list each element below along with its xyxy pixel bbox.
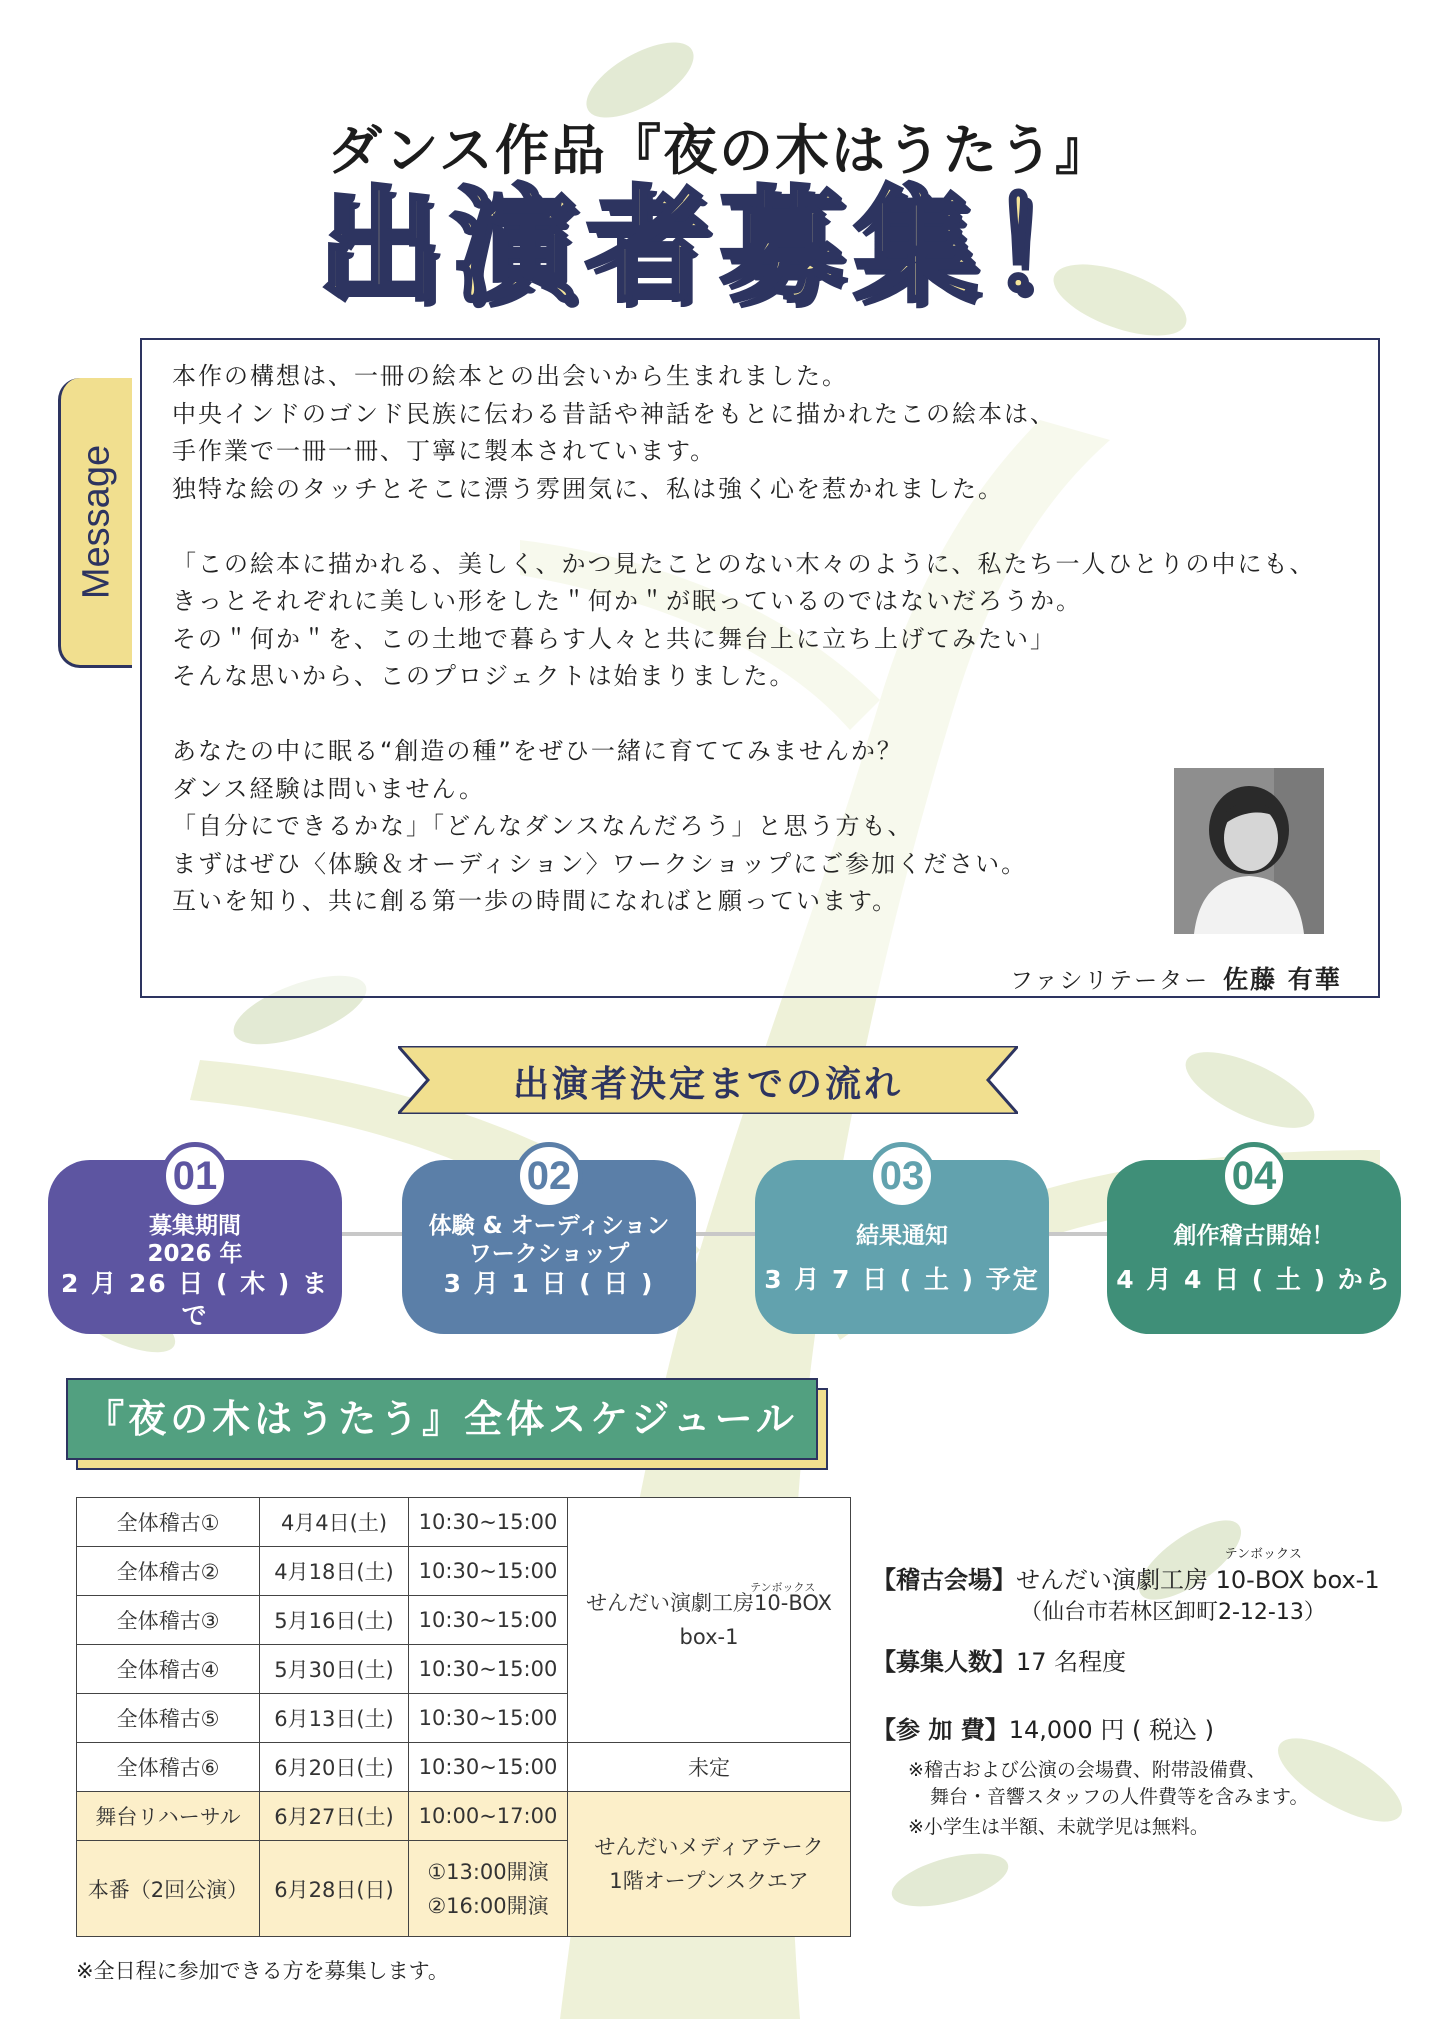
step-1 [48, 1153, 342, 1334]
session-date: 6月20日(土) [260, 1743, 409, 1792]
facilitator-role: ファシリテーター [1010, 968, 1210, 994]
step-subtitle: 2026 年 [147, 1241, 243, 1267]
session-date: 6月13日(土) [260, 1694, 409, 1743]
step-number: 03 [868, 1142, 936, 1210]
message-line: 独特な絵のタッチとそこに漂う雰囲気に、私は強く心を惹かれました。 [172, 474, 1004, 503]
message-line: あなたの中に眠る“創造の種”をぜひ一緒に育ててみませんか？ [172, 737, 903, 765]
session-date: 4月4日(土) [260, 1498, 409, 1547]
message-line: 手作業で一冊一冊、丁寧に製本されています。 [172, 437, 717, 465]
session-name: 全体稽古① [77, 1498, 260, 1547]
session-time: 10:00~17:00 [409, 1792, 568, 1841]
venue-value-text: せんだい演劇工房 10-BOX box-1 [1016, 1566, 1380, 1594]
session-name: 全体稽古② [77, 1547, 260, 1596]
session-name: 全体稽古⑤ [77, 1694, 260, 1743]
session-venue [568, 1498, 851, 1743]
step-subtitle: ワークショップ [468, 1241, 630, 1267]
venue-label: 【稽古会場】 [872, 1566, 1016, 1594]
info-fee [872, 1710, 1432, 1745]
message-line: きっとそれぞれに美しい形をした＂何か＂が眠っているのではないだろうか。 [172, 587, 1082, 615]
message-tab-label: Message [75, 444, 117, 599]
session-name: 全体稽古⑥ [77, 1743, 260, 1792]
info-count [872, 1642, 1432, 1677]
table-row [77, 1498, 851, 1547]
step-date: 4 月 4 日 ( 土 ) から [1116, 1265, 1392, 1294]
schedule-heading: 『夜の木はうたう』全体スケジュール [66, 1378, 818, 1460]
session-venue: 未定 [568, 1743, 851, 1792]
fee-note-3: ※小学生は半額、未就学児は無料。 [908, 1816, 1209, 1838]
step-number: 02 [515, 1142, 583, 1210]
session-time: 10:30~15:00 [409, 1645, 568, 1694]
show-time-2: ②16:00開演 [427, 1893, 549, 1918]
message-tab [58, 378, 132, 668]
step-number: 04 [1220, 1142, 1288, 1210]
session-name: 全体稽古③ [77, 1596, 260, 1645]
headline-work-title: ダンス作品『夜の木はうたう』 [328, 119, 1111, 182]
step-title: 創作稽古開始！ [1173, 1223, 1335, 1249]
message-line: 互いを知り、共に創る第一歩の時間になればと願っています。 [172, 887, 899, 915]
session-date: 6月28日(日) [260, 1841, 409, 1937]
step-date: 3 月 7 日 ( 土 ) 予定 [764, 1265, 1040, 1294]
fee-value: 14,000 円 ( 税込 ) [1008, 1716, 1214, 1744]
step-number: 01 [161, 1142, 229, 1210]
schedule-note: ※全日程に参加できる方を募集します。 [76, 1959, 449, 1983]
venue-name-text: せんだい演劇工房10-BOX [586, 1591, 832, 1615]
message-line: 「この絵本に描かれる、美しく、かつ見たことのない木々のように、私たち一人ひとりの中にも、 [172, 549, 1316, 578]
session-time: 10:30~15:00 [409, 1547, 568, 1596]
venue-room: 1階オープンスクエア [609, 1869, 809, 1893]
show-time-1: ①13:00開演 [427, 1859, 549, 1884]
count-value: 17 名程度 [1016, 1648, 1127, 1676]
headline-recruitment: 出演者募集！ [317, 175, 1122, 319]
session-time: 10:30~15:00 [409, 1498, 568, 1547]
step-date: 3 月 1 日 ( 日 ) [443, 1269, 655, 1298]
portrait-image [1174, 768, 1324, 934]
session-time: 10:30~15:00 [409, 1694, 568, 1743]
facilitator-credit [1010, 960, 1342, 996]
venue-address: （仙台市若林区卸町2-12-13） [1020, 1600, 1326, 1625]
facilitator-name: 佐藤 有華 [1223, 965, 1342, 994]
venue-name: せんだいメディアテーク [594, 1835, 824, 1859]
schedule-table [76, 1497, 851, 1937]
session-time: 10:30~15:00 [409, 1596, 568, 1645]
venue-ruby: テンボックス [1224, 1547, 1302, 1562]
message-line: そんな思いから、このプロジェクトは始まりました。 [172, 662, 796, 690]
message-line: まずはぜひ〈体験＆オーディション〉ワークショップにご参加ください。 [172, 849, 1028, 878]
message-line: ダンス経験は問いません。 [172, 774, 485, 803]
flow-heading: 出演者決定までの流れ [512, 1064, 903, 1105]
session-name: 舞台リハーサル [77, 1792, 260, 1841]
fee-note-2: 舞台・音響スタッフの人件費等を含みます。 [930, 1786, 1309, 1808]
facilitator-photo [1174, 768, 1324, 934]
info-venue [872, 1547, 1432, 1595]
step-4 [1107, 1153, 1401, 1334]
count-label: 【募集人数】 [872, 1648, 1016, 1676]
session-date: 4月18日(土) [260, 1547, 409, 1596]
step-3 [755, 1153, 1049, 1334]
session-time [409, 1841, 568, 1937]
table-row [77, 1743, 851, 1792]
message-line: 中央インドのゴンド民族に伝わる昔話や神話をもとに描かれたこの絵本は、 [172, 399, 1056, 428]
message-line: その＂何か＂を、この土地で暮らす人々と共に舞台上に立ち上げてみたい」 [172, 624, 1056, 653]
session-time: 10:30~15:00 [409, 1743, 568, 1792]
message-text [172, 358, 1322, 921]
step-title: 結果通知 [856, 1223, 948, 1249]
fee-label: 【参 加 費】 [872, 1716, 1009, 1744]
venue-room: box-1 [679, 1625, 739, 1649]
venue-value [1016, 1547, 1380, 1595]
step-2 [402, 1153, 696, 1334]
step-title: 体験 & オーディション [428, 1213, 670, 1239]
venue-ruby: テンボックス [750, 1581, 816, 1594]
session-venue [568, 1792, 851, 1937]
step-title: 募集期間 [149, 1213, 241, 1239]
session-date: 6月27日(土) [260, 1792, 409, 1841]
session-date: 5月16日(土) [260, 1596, 409, 1645]
table-row [77, 1792, 851, 1841]
session-date: 5月30日(土) [260, 1645, 409, 1694]
session-name: 全体稽古④ [77, 1645, 260, 1694]
message-line: 「自分にできるかな」「どんなダンスなんだろう」と思う方も、 [172, 812, 914, 840]
message-line: 本作の構想は、一冊の絵本との出会いから生まれました。 [172, 362, 848, 390]
venue-name [586, 1581, 832, 1620]
step-date: 2 月 26 日 ( 木 ) まで [61, 1269, 329, 1330]
session-name: 本番（2回公演） [77, 1841, 260, 1937]
fee-note-1: ※稽古および公演の会場費、附帯設備費、 [908, 1759, 1266, 1781]
